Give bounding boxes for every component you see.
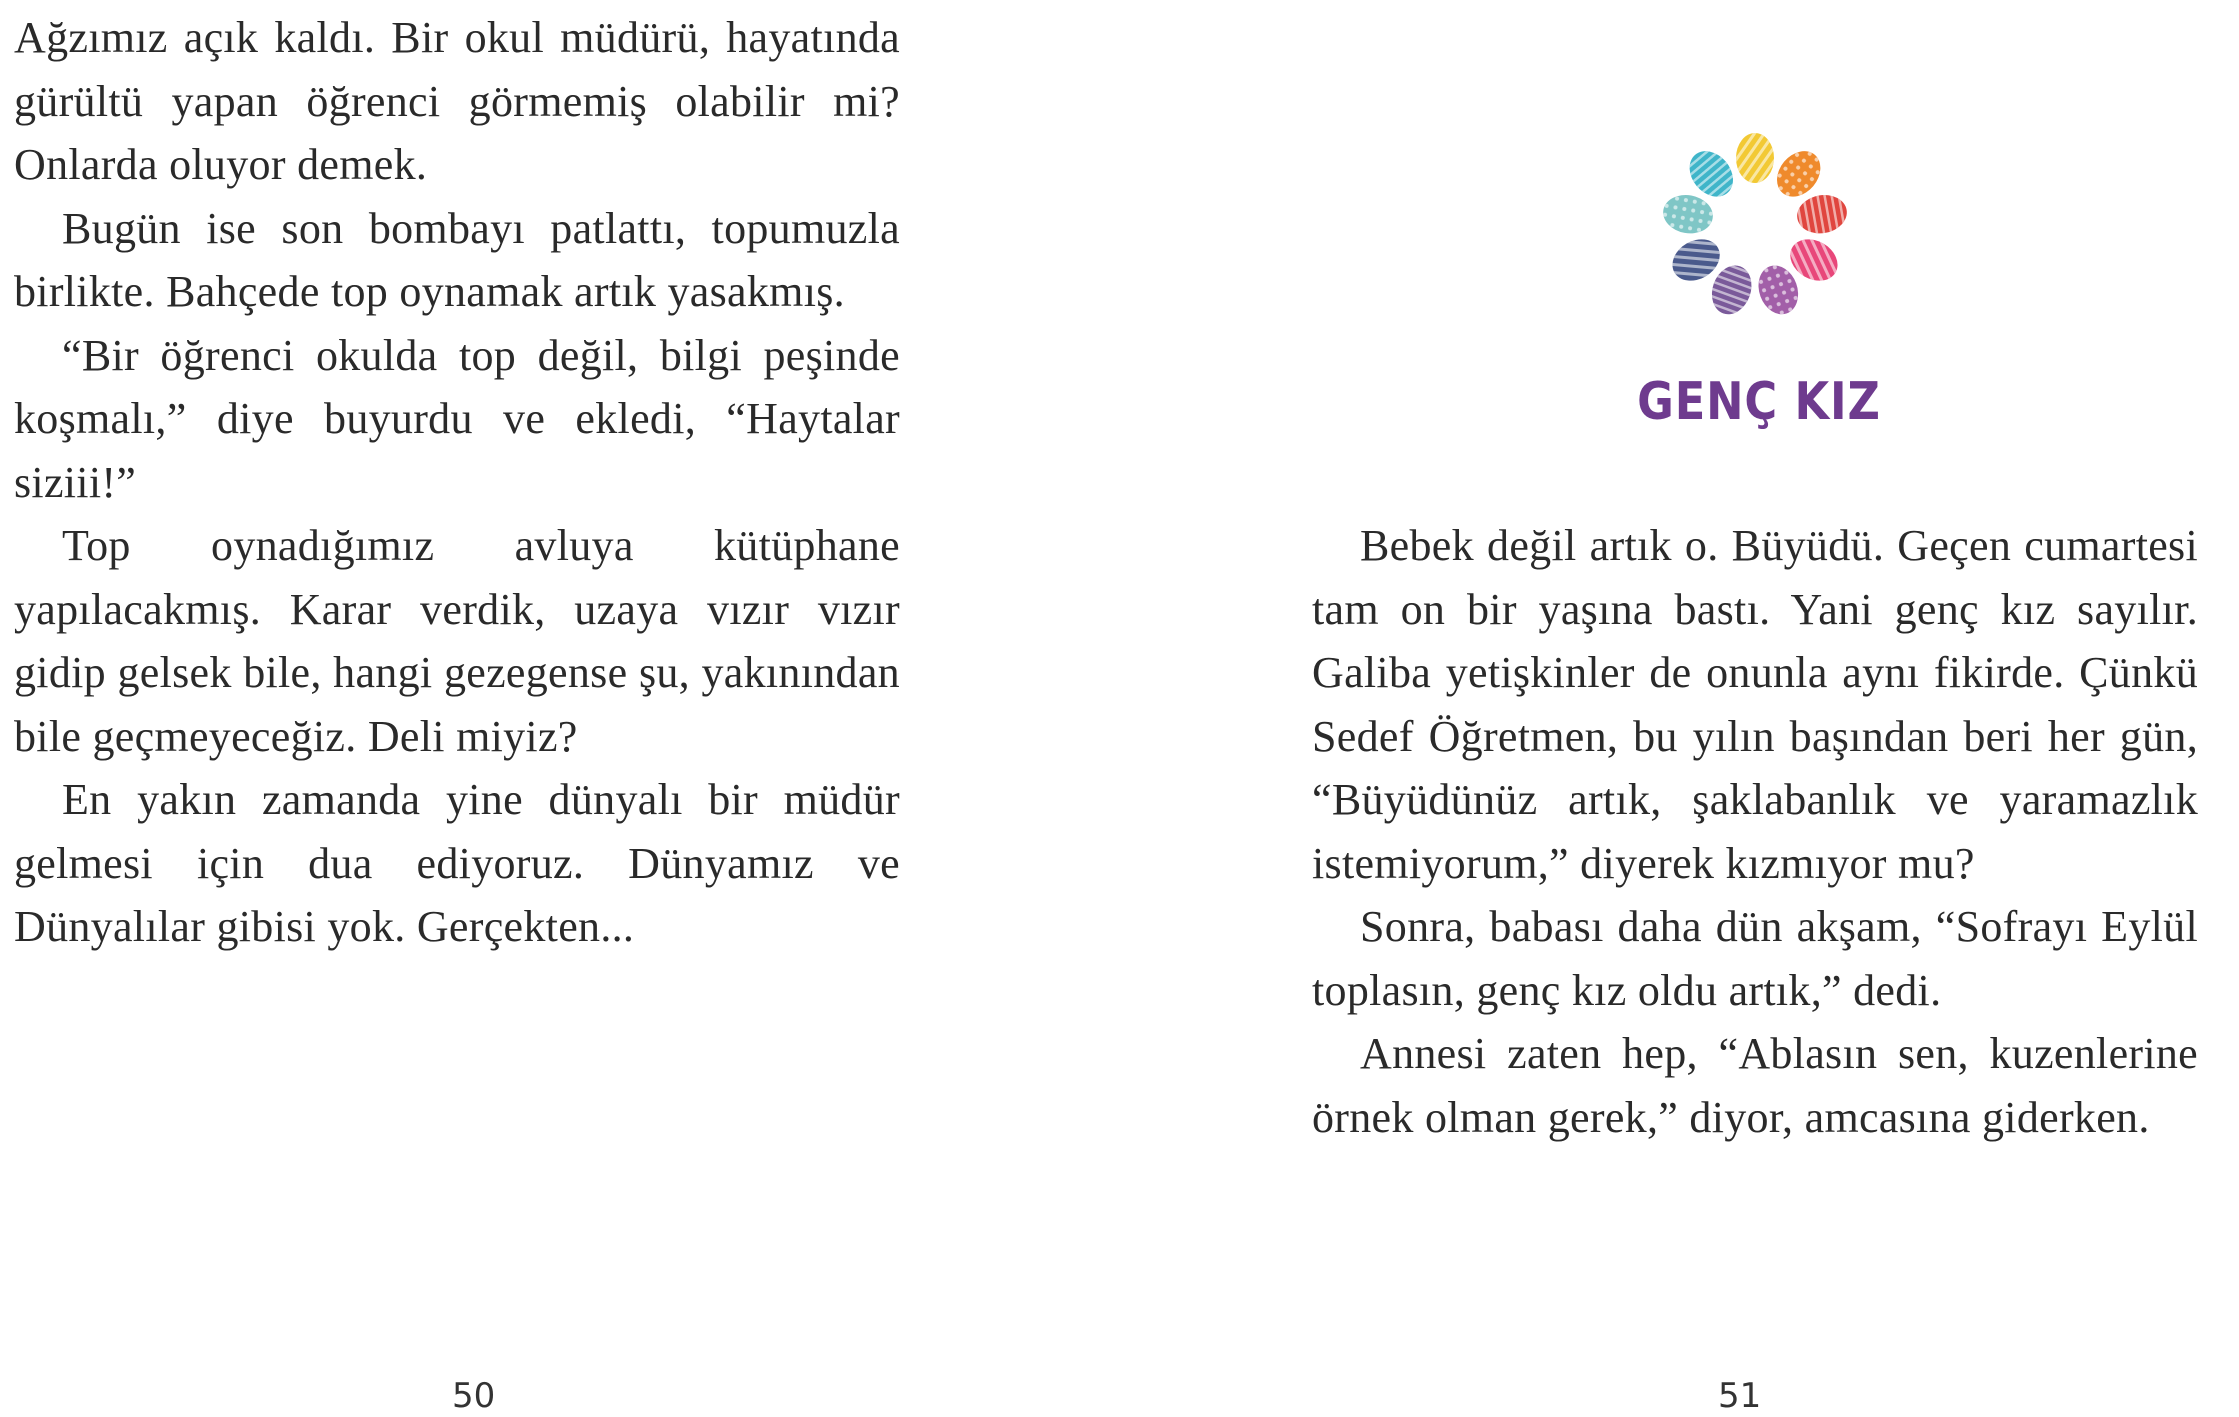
paragraph: Top oynadığımız avluya kütüphane yapılacakmış. Karar verdik, uzaya vızır vızır gidip gelsek bile, hangi gezegense şu, yakınından bile geçmeyeceğiz. Deli miyiz? — [14, 521, 900, 761]
easter-egg-wreath-icon — [1660, 131, 1850, 321]
left-page-body — [14, 6, 900, 959]
paragraph: Annesi zaten hep, “Ablasın sen, kuzenlerine örnek olman gerek,” diyor, amcasına giderken. — [1312, 1029, 2198, 1142]
egg-icon — [1660, 191, 1716, 237]
left-page — [0, 0, 1119, 1417]
paragraph: Bebek değil artık o. Büyüdü. Geçen cumartesi tam on bir yaşına bastı. Yani genç kız sayılır. Galiba yetişkinler de onunla aynı fikirde. Çünkü Sedef Öğretmen, bu yılın başından beri her gün, “Büyüdünüz artık, şaklabanlık ve yaramazlık istemiyorum,” diyerek kızmıyor mu? — [1312, 521, 2198, 888]
paragraph: Ağzımız açık kaldı. Bir okul müdürü, hayatında gürültü yapan öğrenci görmemiş olabilir mi? Onlarda oluyor demek. — [14, 13, 900, 189]
paragraph: En yakın zamanda yine dünyalı bir müdür gelmesi için dua ediyoruz. Dünyamız ve Dünyalılar gibisi yok. Gerçekten... — [14, 775, 900, 951]
right-page-body — [1312, 514, 2198, 1149]
egg-icon — [1736, 133, 1774, 183]
page-number: 50 — [452, 1376, 496, 1416]
paragraph: Bugün ise son bombayı patlattı, topumuzla birlikte. Bahçede top oynamak artık yasakmış. — [14, 203, 900, 316]
right-page — [1119, 0, 2239, 1417]
paragraph: “Bir öğrenci okulda top değil, bilgi peşinde koşmalı,” diye buyurdu ve ekledi, “Haytalar siziii!” — [14, 330, 900, 507]
egg-icon — [1794, 191, 1850, 237]
page-number: 51 — [1718, 1376, 1762, 1416]
paragraph: Sonra, babası daha dün akşam, “Sofrayı Eylül toplasın, genç kız oldu artık,” dedi. — [1312, 902, 2198, 1015]
chapter-title: GENÇ KIZ — [1637, 372, 1881, 432]
